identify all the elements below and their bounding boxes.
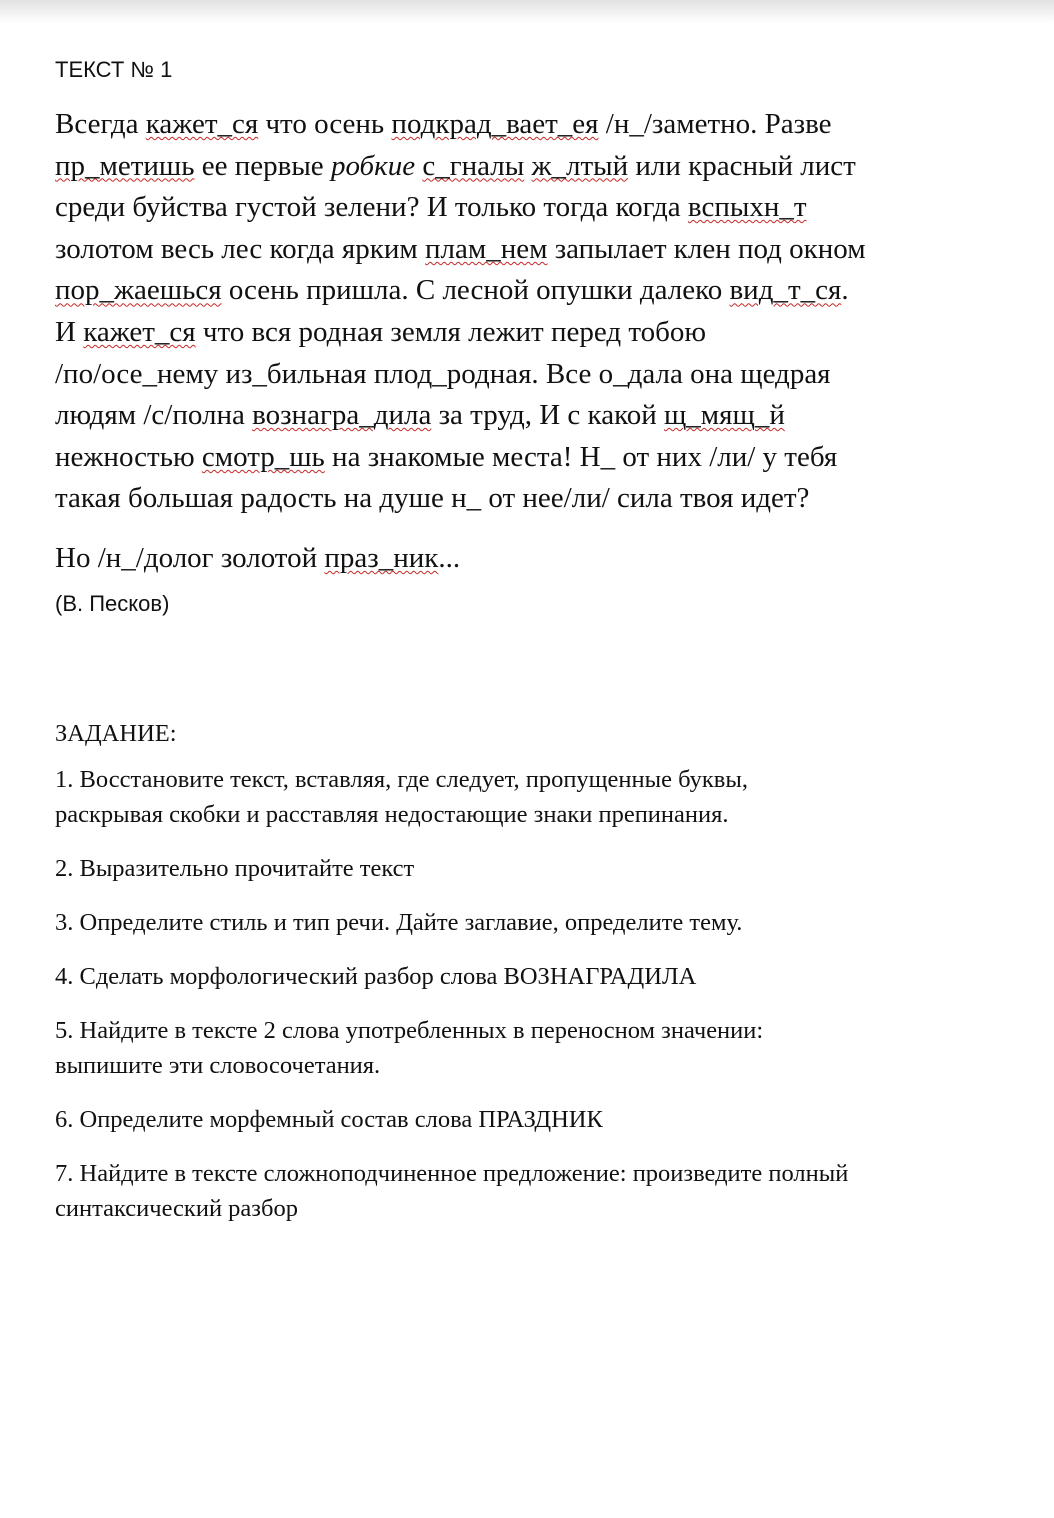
misspelled-word: пор_жаешься bbox=[55, 274, 222, 307]
misspelled-word: вспыхн_т bbox=[687, 191, 807, 224]
text-run: что осень bbox=[258, 108, 392, 140]
text-run: запылает клен под окном bbox=[547, 232, 866, 265]
text-line bbox=[55, 229, 995, 271]
text-line bbox=[55, 395, 995, 437]
text-line bbox=[55, 354, 995, 396]
text-run: на знакомые места! Н_ от них /ли/ у тебя bbox=[324, 440, 838, 473]
text-run: что вся родная земля лежит перед тобою bbox=[195, 315, 707, 348]
misspelled-word: пр_метишь bbox=[55, 149, 195, 182]
task-item-6: 6. Определите морфемный состав слова ПРАЗДНИК bbox=[55, 1105, 603, 1133]
misspelled-word: плам_нем bbox=[424, 232, 548, 265]
text-run: такая большая радость на душе н_ от нее/ли/ сила твоя идет? bbox=[55, 482, 810, 515]
text-run: ... bbox=[438, 541, 461, 574]
text-run: или красный лист bbox=[628, 149, 856, 182]
text-run: . bbox=[841, 274, 849, 307]
text-run: Но /н_/долог золотой bbox=[55, 541, 325, 574]
text-run: нежностью bbox=[55, 440, 202, 473]
task-item-7: 7. Найдите в тексте сложноподчиненное предложение: произведите полный синтаксический разбор bbox=[55, 1159, 849, 1222]
author-attribution: (В. Песков) bbox=[55, 590, 170, 616]
text-line bbox=[55, 478, 995, 520]
text-line bbox=[55, 104, 995, 146]
misspelled-word: кажет_ся bbox=[83, 315, 196, 348]
misspelled-word: ж_лтый bbox=[531, 149, 629, 182]
italic-word: робкие bbox=[330, 149, 416, 182]
misspelled-word: вид_т_ся bbox=[729, 274, 842, 307]
text-line bbox=[55, 437, 995, 479]
misspelled-word: кажет_ся bbox=[145, 108, 259, 140]
text-run: Всегда bbox=[55, 108, 146, 140]
text-line bbox=[55, 187, 995, 229]
text-run: /по/осе_нему из_бильная плод_родная. Все о_дала она щедрая bbox=[55, 357, 831, 390]
window-top-edge bbox=[0, 0, 1054, 24]
text-line bbox=[55, 312, 995, 354]
document-page bbox=[55, 56, 1015, 1245]
misspelled-word: праз_ник bbox=[324, 541, 439, 574]
task-section-title: ЗАДАНИЕ: bbox=[55, 719, 177, 747]
misspelled-word: вознагра_дила bbox=[252, 399, 432, 432]
task-item-3: 3. Определите стиль и тип речи. Дайте заглавие, определите тему. bbox=[55, 908, 743, 936]
task-item-5: 5. Найдите в тексте 2 слова употребленных в переносном значении: выпишите эти словосочетания. bbox=[55, 1016, 764, 1079]
text-run: ее первые bbox=[194, 149, 331, 182]
text-run: осень пришла. С лесной опушки далеко bbox=[221, 274, 730, 307]
document-heading: ТЕКСТ № 1 bbox=[55, 57, 173, 82]
misspelled-word: смотр_шь bbox=[201, 440, 325, 473]
text-run: среди буйства густой зелени? И только тогда когда bbox=[55, 191, 688, 224]
text-run: И bbox=[55, 315, 84, 348]
exercise-text bbox=[55, 104, 995, 520]
text-run: за труд, И с какой bbox=[431, 399, 664, 432]
text-run: /н_/заметно. Разве bbox=[598, 108, 832, 140]
misspelled-word: с_гналы bbox=[422, 149, 525, 182]
misspelled-word: щ_мящ_й bbox=[663, 399, 785, 432]
task-item-4: 4. Сделать морфологический разбор слова ВОЗНАГРАДИЛА bbox=[55, 962, 697, 990]
task-list bbox=[55, 762, 995, 1226]
text-line bbox=[55, 270, 995, 312]
text-run: людям /с/полна bbox=[55, 399, 253, 432]
text-run: золотом весь лес когда ярким bbox=[55, 232, 425, 265]
task-item-1: 1. Восстановите текст, вставляя, где следует, пропущенные буквы, раскрывая скобки и расставляя недостающие знаки препинания. bbox=[55, 765, 748, 828]
task-item-2: 2. Выразительно прочитайте текст bbox=[55, 854, 415, 882]
closing-sentence bbox=[55, 538, 1015, 578]
misspelled-word: подкрад_вает_ея bbox=[391, 108, 599, 140]
text-line bbox=[55, 146, 995, 188]
